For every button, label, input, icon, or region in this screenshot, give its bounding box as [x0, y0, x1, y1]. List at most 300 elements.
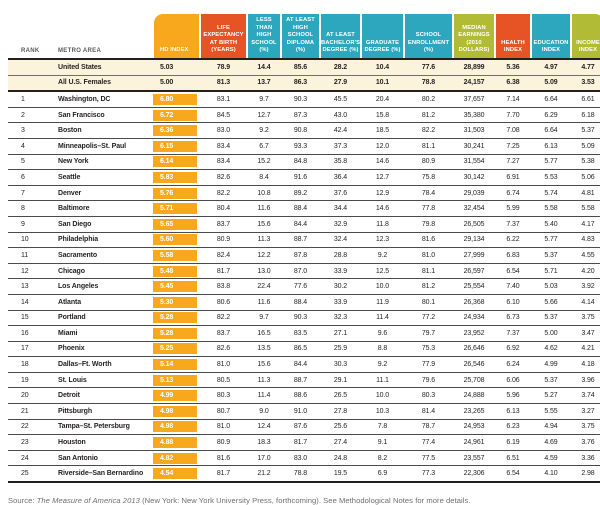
column-header-hsdip	[281, 8, 320, 59]
summary-row	[8, 75, 600, 91]
grad-value-cell: 11.8	[376, 220, 389, 228]
health-value-cell: 7.27	[506, 158, 520, 166]
hsdip-value-cell: 90.3	[293, 95, 308, 103]
lesshs-value-cell: 12.4	[257, 423, 271, 431]
school-value-cell: 77.5	[421, 454, 436, 462]
health-value-cell: 6.22	[506, 236, 520, 244]
metro-area-cell: San Antonio	[58, 454, 98, 462]
metro-area-cell: San Diego	[58, 220, 92, 228]
lesshs-value-cell: 15.6	[257, 220, 271, 228]
school-value-cell: 77.9	[421, 361, 436, 369]
health-value-cell: 6.13	[506, 407, 520, 415]
life-value-cell: 80.4	[216, 205, 231, 213]
school-value-cell: 81.1	[421, 267, 436, 275]
lesshs-value-cell: 9.7	[259, 95, 269, 103]
grad-value-cell: 10.1	[375, 79, 390, 87]
grad-value-cell: 14.6	[375, 205, 390, 213]
table-row	[8, 263, 600, 279]
income-value-cell: 4.18	[581, 361, 595, 369]
edu-value-cell: 5.74	[544, 189, 558, 197]
rank-cell: 12	[21, 267, 29, 275]
metro-area-cell: Atlanta	[58, 298, 82, 306]
edu-value-cell: 5.37	[544, 251, 558, 259]
rank-cell: 7	[21, 189, 25, 197]
column-header-life	[200, 8, 247, 59]
hd-index-cell	[153, 357, 200, 373]
hd-index-cell	[153, 263, 200, 279]
median-value-cell: 26,546	[463, 361, 485, 369]
column-header-school	[404, 8, 453, 59]
hsdip-value-cell: 84.8	[293, 158, 308, 166]
health-value-cell: 7.37	[506, 220, 520, 228]
edu-value-cell: 5.37	[544, 314, 558, 322]
lesshs-value-cell: 11.3	[257, 236, 271, 244]
metro-area-cell: Miami	[58, 329, 78, 337]
hd-index-badge: 5.48	[153, 266, 197, 277]
hd-index-cell: 5.03	[160, 63, 174, 71]
lesshs-value-cell: 13.7	[257, 79, 271, 87]
column-header-label-life: LIFE EXPECTANCY AT BIRTH (YEARS)	[201, 14, 246, 58]
bach-value-cell: 25.6	[333, 423, 348, 431]
rank-cell: 18	[21, 361, 29, 369]
column-header-label-lesshs: LESS THAN HIGH SCHOOL (%)	[248, 14, 280, 58]
hd-index-cell	[153, 435, 200, 451]
income-value-cell: 4.17	[581, 220, 595, 228]
column-header-label-income: INCOME INDEX	[572, 14, 600, 58]
income-value-cell: 2.98	[581, 470, 595, 478]
edu-value-cell: 5.00	[544, 329, 558, 337]
table-header	[8, 8, 600, 59]
bach-value-cell: 37.6	[333, 189, 348, 197]
school-value-cell: 81.2	[421, 111, 436, 119]
edu-value-cell: 5.71	[544, 267, 558, 275]
median-value-cell: 22,306	[463, 470, 485, 478]
bach-value-cell: 36.4	[333, 173, 348, 181]
column-header-edu	[531, 8, 571, 59]
table-row	[8, 91, 600, 107]
grad-value-cell: 9.6	[377, 329, 388, 337]
rank-cell: 13	[21, 283, 29, 291]
lesshs-value-cell: 14.4	[257, 63, 271, 71]
hsdip-value-cell: 77.6	[293, 283, 308, 291]
metro-area-cell: Phoenix	[58, 345, 85, 353]
health-value-cell: 7.37	[506, 329, 520, 337]
life-value-cell: 80.9	[216, 236, 231, 244]
grad-value-cell: 10.4	[375, 63, 390, 71]
rank-cell: 16	[21, 329, 29, 337]
health-value-cell: 6.51	[506, 454, 520, 462]
median-value-cell: 37,657	[463, 95, 485, 103]
school-value-cell: 81.6	[421, 236, 436, 244]
school-value-cell: 81.0	[421, 251, 436, 259]
bach-value-cell: 27.1	[333, 329, 348, 337]
hd-index-cell	[153, 154, 200, 170]
bach-value-cell: 32.4	[333, 236, 348, 244]
hd-index-badge: 5.58	[153, 250, 197, 261]
grad-value-cell: 9.2	[377, 251, 388, 259]
edu-value-cell: 5.03	[544, 283, 558, 291]
bach-value-cell: 30.3	[333, 361, 348, 369]
life-value-cell: 82.2	[216, 314, 231, 322]
metro-area-cell: Chicago	[58, 267, 85, 275]
metro-area-cell: Portland	[58, 314, 86, 322]
bach-value-cell: 37.3	[333, 142, 348, 150]
hsdip-value-cell: 87.8	[293, 251, 308, 259]
table-row	[8, 388, 600, 404]
bach-value-cell: 45.5	[333, 95, 348, 103]
table-row	[8, 357, 600, 373]
life-value-cell: 82.6	[216, 345, 231, 353]
rank-cell: 4	[21, 142, 25, 150]
metro-area-cell: Denver	[58, 189, 82, 197]
school-value-cell: 79.8	[421, 220, 436, 228]
hsdip-value-cell: 78.8	[293, 470, 308, 478]
table-row	[8, 185, 600, 201]
bach-value-cell: 42.4	[333, 127, 348, 135]
income-value-cell: 4.20	[581, 267, 595, 275]
table-body	[8, 59, 600, 482]
edu-value-cell: 4.99	[544, 361, 558, 369]
median-value-cell: 26,368	[463, 298, 485, 306]
table-row	[8, 435, 600, 451]
health-value-cell: 5.99	[506, 205, 520, 213]
hd-index-cell	[153, 310, 200, 326]
hd-index-badge: 5.25	[153, 343, 197, 354]
edu-value-cell: 4.94	[544, 423, 558, 431]
metro-area-cell: Sacramento	[58, 251, 98, 259]
source-note	[8, 496, 600, 505]
column-header-hd	[153, 8, 200, 59]
edu-value-cell: 4.59	[544, 454, 558, 462]
hd-index-cell	[153, 123, 200, 139]
grad-value-cell: 10.0	[375, 392, 390, 400]
income-value-cell: 5.37	[581, 127, 595, 135]
hd-index-badge: 5.28	[153, 312, 197, 323]
income-value-cell: 5.09	[581, 142, 595, 150]
metro-area-cell: Washington, DC	[58, 95, 111, 103]
edu-value-cell: 6.64	[544, 95, 558, 103]
hd-index-cell	[153, 294, 200, 310]
rank-cell: 11	[21, 251, 29, 259]
metro-area-cell: Dallas–Ft. Worth	[58, 361, 112, 369]
life-value-cell: 83.1	[216, 95, 231, 103]
median-value-cell: 23,952	[463, 329, 485, 337]
school-value-cell: 77.2	[421, 314, 436, 322]
column-header-label-grad: GRADUATE DEGREE (%)	[362, 14, 403, 58]
hd-index-cell	[153, 372, 200, 388]
median-value-cell: 26,597	[463, 267, 485, 275]
grad-value-cell: 6.9	[377, 470, 388, 478]
hd-index-badge: 4.88	[153, 437, 197, 448]
school-value-cell: 78.8	[421, 79, 436, 87]
hd-index-badge: 4.54	[153, 468, 197, 479]
table-row	[8, 341, 600, 357]
median-value-cell: 23,265	[463, 407, 485, 415]
school-value-cell: 82.2	[421, 127, 436, 135]
lesshs-value-cell: 12.2	[257, 251, 271, 259]
table-row	[8, 404, 600, 420]
health-value-cell: 6.54	[506, 470, 520, 478]
income-value-cell: 6.18	[581, 111, 595, 119]
column-header-label-hsdip: AT LEAST HIGH SCHOOL DIPLOMA (%)	[282, 14, 319, 58]
median-value-cell: 28,899	[463, 63, 485, 71]
income-value-cell: 4.14	[581, 298, 595, 306]
hsdip-value-cell: 91.6	[293, 173, 308, 181]
grad-value-cell: 10.3	[375, 407, 390, 415]
median-value-cell: 24,888	[463, 392, 485, 400]
health-value-cell: 6.19	[506, 439, 520, 447]
health-value-cell: 5.96	[506, 392, 520, 400]
life-value-cell: 80.6	[216, 298, 231, 306]
hd-index-badge: 5.65	[153, 219, 197, 230]
hd-index-badge: 4.99	[153, 390, 197, 401]
hd-index-cell	[153, 216, 200, 232]
rank-cell: 23	[21, 439, 29, 447]
edu-value-cell: 6.29	[544, 111, 558, 119]
bach-value-cell: 27.8	[333, 407, 348, 415]
health-value-cell: 6.74	[506, 189, 520, 197]
hsdip-value-cell: 90.8	[293, 127, 308, 135]
life-value-cell: 83.8	[216, 283, 231, 291]
hd-index-cell	[153, 419, 200, 435]
hd-index-badge: 4.82	[153, 453, 197, 464]
hsdip-value-cell: 88.6	[293, 392, 308, 400]
life-value-cell: 80.3	[216, 392, 231, 400]
hd-index-cell	[153, 138, 200, 154]
lesshs-value-cell: 13.5	[257, 345, 271, 353]
table-row	[8, 326, 600, 342]
income-value-cell: 3.75	[581, 314, 595, 322]
bach-value-cell: 19.5	[333, 470, 348, 478]
hsdip-value-cell: 85.6	[293, 63, 308, 71]
table-row	[8, 123, 600, 139]
lesshs-value-cell: 17.0	[257, 454, 271, 462]
health-value-cell: 7.25	[506, 142, 520, 150]
income-value-cell: 3.75	[581, 423, 595, 431]
hd-index-cell	[153, 466, 200, 482]
median-value-cell: 23,557	[463, 454, 485, 462]
hd-index-badge: 5.13	[153, 375, 197, 386]
grad-value-cell: 18.5	[375, 127, 390, 135]
median-value-cell: 26,646	[463, 345, 485, 353]
median-value-cell: 29,039	[463, 189, 485, 197]
edu-value-cell: 4.97	[544, 63, 558, 71]
life-value-cell: 81.3	[216, 79, 231, 87]
rank-cell: 10	[21, 236, 29, 244]
rank-cell: 9	[21, 220, 25, 228]
median-value-cell: 24,961	[463, 439, 485, 447]
lesshs-value-cell: 15.6	[257, 361, 271, 369]
hd-index-cell	[153, 326, 200, 342]
hsdip-value-cell: 87.6	[293, 423, 308, 431]
bach-value-cell: 29.1	[333, 376, 348, 384]
lesshs-value-cell: 9.0	[259, 407, 269, 415]
metro-area-cell: Boston	[58, 127, 82, 135]
hsdip-value-cell: 88.4	[293, 298, 308, 306]
table-row	[8, 450, 600, 466]
table-row	[8, 107, 600, 123]
hsdip-value-cell: 81.7	[293, 439, 308, 447]
metro-area-cell: Detroit	[58, 392, 80, 400]
edu-value-cell: 5.27	[544, 392, 558, 400]
grad-value-cell: 20.4	[375, 95, 390, 103]
table-row	[8, 279, 600, 295]
hsdip-value-cell: 87.0	[293, 267, 308, 275]
rank-cell: 19	[21, 376, 29, 384]
school-value-cell: 81.4	[421, 407, 436, 415]
health-value-cell: 7.14	[506, 95, 520, 103]
life-value-cell: 81.0	[216, 423, 231, 431]
school-value-cell: 80.9	[421, 158, 436, 166]
life-value-cell: 83.7	[216, 220, 231, 228]
column-header-rank: RANK	[21, 48, 40, 54]
hsdip-value-cell: 86.5	[293, 345, 308, 353]
grad-value-cell: 12.9	[375, 189, 390, 197]
health-value-cell: 6.38	[506, 79, 520, 87]
school-value-cell: 80.2	[421, 95, 436, 103]
grad-value-cell: 15.8	[375, 111, 390, 119]
bach-value-cell: 24.8	[333, 454, 348, 462]
school-value-cell: 78.7	[421, 423, 436, 431]
median-value-cell: 32,454	[463, 205, 485, 213]
grad-value-cell: 12.0	[375, 142, 390, 150]
median-value-cell: 30,142	[463, 173, 485, 181]
source-title: The Measure of America 2013	[36, 496, 140, 505]
median-value-cell: 29,134	[463, 236, 485, 244]
grad-value-cell: 12.3	[375, 236, 390, 244]
hsdip-value-cell: 88.7	[293, 236, 308, 244]
hsdip-value-cell: 87.3	[293, 111, 308, 119]
life-value-cell: 80.5	[216, 376, 231, 384]
column-header-health	[495, 8, 531, 59]
table-row	[8, 216, 600, 232]
hd-index-cell	[153, 232, 200, 248]
health-value-cell: 6.10	[506, 298, 520, 306]
income-value-cell: 4.77	[581, 63, 595, 71]
metro-area-cell: St. Louis	[58, 376, 87, 384]
income-value-cell: 5.58	[581, 205, 595, 213]
income-value-cell: 3.47	[581, 329, 595, 337]
bach-value-cell: 28.2	[333, 63, 348, 71]
school-value-cell: 77.4	[421, 439, 436, 447]
grad-value-cell: 11.9	[376, 298, 389, 306]
grad-value-cell: 10.0	[375, 283, 390, 291]
rank-cell: 6	[21, 173, 25, 181]
bach-value-cell: 30.2	[333, 283, 348, 291]
column-header-lesshs	[247, 8, 281, 59]
health-value-cell: 6.73	[506, 314, 520, 322]
health-value-cell: 6.92	[506, 345, 520, 353]
life-value-cell: 84.5	[216, 111, 231, 119]
health-value-cell: 6.23	[506, 423, 520, 431]
life-value-cell: 80.9	[216, 439, 231, 447]
column-header-median	[453, 8, 495, 59]
hd-index-cell	[153, 404, 200, 420]
rank-cell: 17	[21, 345, 29, 353]
life-value-cell: 83.4	[216, 158, 231, 166]
edu-value-cell: 5.55	[544, 407, 558, 415]
hd-index-badge: 6.36	[153, 125, 197, 136]
rank-cell: 14	[21, 298, 29, 306]
rank-cell: 5	[21, 158, 25, 166]
income-value-cell: 4.83	[581, 236, 595, 244]
rank-cell: 20	[21, 392, 29, 400]
health-value-cell: 7.08	[506, 127, 520, 135]
hd-index-badge: 4.98	[153, 421, 197, 432]
hd-index-badge: 4.98	[153, 406, 197, 417]
metro-area-cell: Minneapolis–St. Paul	[58, 142, 127, 150]
column-header-label-health: HEALTH INDEX	[496, 14, 530, 58]
income-value-cell: 5.06	[581, 173, 595, 181]
metro-area-cell: Tampa–St. Petersburg	[58, 423, 130, 431]
hd-index-cell	[153, 170, 200, 186]
metro-area-cell: Los Angeles	[58, 283, 99, 291]
grad-value-cell: 8.8	[377, 345, 388, 353]
median-value-cell: 24,157	[463, 79, 485, 87]
bach-value-cell: 28.8	[333, 251, 348, 259]
metro-area-cell: Baltimore	[58, 205, 90, 213]
table-row	[8, 310, 600, 326]
income-value-cell: 4.55	[581, 251, 595, 259]
school-value-cell: 79.6	[421, 376, 436, 384]
edu-value-cell: 5.66	[544, 298, 558, 306]
median-value-cell: 24,934	[463, 314, 485, 322]
header-row	[8, 8, 600, 59]
income-value-cell: 3.76	[581, 439, 595, 447]
bach-value-cell: 27.4	[333, 439, 348, 447]
hd-index-badge: 5.14	[153, 359, 197, 370]
metro-area-cell: Houston	[58, 439, 86, 447]
column-header-label-edu: EDUCATION INDEX	[532, 14, 570, 58]
school-value-cell: 79.7	[421, 329, 436, 337]
hd-index-badge: 5.71	[153, 203, 197, 214]
metro-area-cell: San Francisco	[58, 111, 105, 119]
lesshs-value-cell: 11.6	[257, 298, 271, 306]
grad-value-cell: 7.8	[377, 423, 388, 431]
table-row	[8, 248, 600, 264]
hd-index-badge: 5.45	[153, 281, 197, 292]
column-header-label-bach: AT LEAST BACHELOR'S DEGREE (%)	[321, 14, 360, 58]
hsdip-value-cell: 93.3	[293, 142, 308, 150]
edu-value-cell: 4.10	[544, 470, 558, 478]
lesshs-value-cell: 11.4	[257, 392, 271, 400]
rank-cell: 24	[21, 454, 29, 462]
hd-index-cell	[153, 388, 200, 404]
life-value-cell: 82.6	[216, 173, 231, 181]
lesshs-value-cell: 13.0	[257, 267, 271, 275]
life-value-cell: 82.2	[216, 189, 231, 197]
life-value-cell: 82.4	[216, 251, 231, 259]
rank-cell: 21	[21, 407, 29, 415]
rank-cell: 22	[21, 423, 29, 431]
median-value-cell: 31,503	[463, 127, 485, 135]
grad-value-cell: 9.1	[377, 439, 388, 447]
median-value-cell: 30,241	[463, 142, 485, 150]
metro-area-cell: United States	[58, 63, 102, 71]
health-value-cell: 6.91	[506, 173, 520, 181]
rank-cell: 3	[21, 127, 25, 135]
metro-area-cell: All U.S. Females	[58, 79, 111, 87]
bach-value-cell: 33.9	[333, 267, 348, 275]
bach-value-cell: 34.4	[333, 205, 348, 213]
edu-value-cell: 5.40	[544, 220, 558, 228]
rank-cell: 2	[21, 111, 25, 119]
table-row	[8, 294, 600, 310]
median-value-cell: 25,708	[463, 376, 485, 384]
hd-index-cell	[153, 185, 200, 201]
hsdip-value-cell: 84.4	[293, 220, 308, 228]
bach-value-cell: 26.5	[333, 392, 348, 400]
